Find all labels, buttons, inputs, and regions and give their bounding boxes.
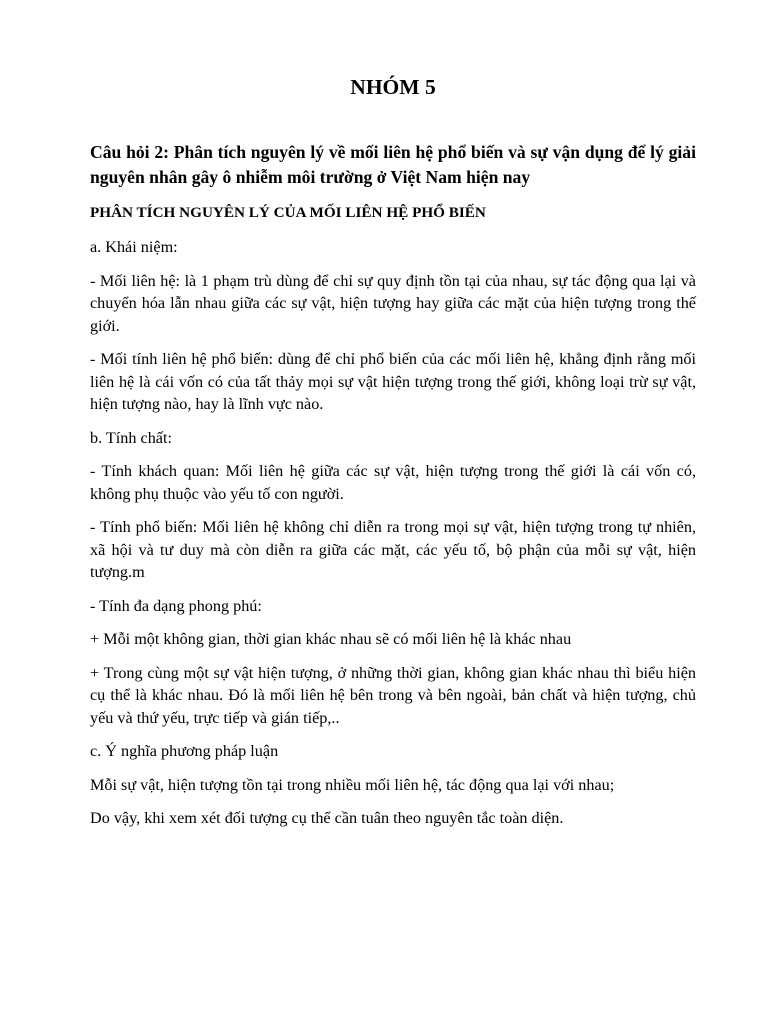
document-title: NHÓM 5 (350, 75, 436, 99)
question-heading: Câu hỏi 2: Phân tích nguyên lý về mối liên hệ phổ biến và sự vận dụng để lý giải nguyên nhân gây ô nhiễm môi trường ở Việt Nam hiện nay (90, 142, 696, 187)
paragraph-methodology-2: Do vậy, khi xem xét đối tượng cụ thể cần tuân theo nguyên tắc toàn diện. (90, 809, 564, 827)
paragraph-diversity-point-1: + Mỗi một không gian, thời gian khác nhau sẽ có mối liên hệ là khác nhau (90, 630, 572, 648)
paragraph-diversity-point-2: + Trong cùng một sự vật hiện tượng, ở những thời gian, không gian khác nhau thì biểu hiện cụ thể là khác nhau. Đó là mối liên hệ bên trong và bên ngoài, bản chất và hiện tượng, chủ yếu và thứ yếu, trực tiếp và gián tiếp,.. (90, 663, 696, 727)
paragraph-relation-definition: - Mối liên hệ: là 1 phạm trù dùng để chỉ sự quy định tồn tại của nhau, sự tác động qua lại và chuyển hóa lẫn nhau giữa các sự vật, hiện tượng hay giữa các mặt của hiện tượng trong thế giới. (90, 271, 696, 335)
subheading-properties: b. Tính chất: (90, 428, 172, 447)
subheading-methodology: c. Ý nghĩa phương pháp luận (90, 742, 279, 760)
document-page (90, 60, 696, 841)
paragraph-universal-relation: - Mối tính liên hệ phổ biến: dùng để chỉ phổ biến của các mối liên hệ, khẳng định rằng mối liên hệ là cái vốn có của tất thảy mọi sự vật hiện tượng trong thế giới, không loại trừ sự vật, hiện tượng nào, hay là lĩnh vực nào. (90, 350, 696, 413)
paragraph-methodology-1: Mỗi sự vật, hiện tượng tồn tại trong nhiều mối liên hệ, tác động qua lại với nhau; (90, 775, 615, 794)
paragraph-objectivity: - Tính khách quan: Mối liên hệ giữa các sự vật, hiện tượng trong thế giới là cái vốn có, không phụ thuộc vào yếu tố con người. (90, 462, 696, 503)
paragraph-diversity: - Tính đa dạng phong phú: (90, 596, 262, 615)
paragraph-universality: - Tính phổ biến: Mối liên hệ không chỉ diễn ra trong mọi sự vật, hiện tượng trong tự nhiên, xã hội và tư duy mà còn diễn ra giữa các mặt, các yếu tố, bộ phận của mỗi sự vật, hiện tượng.m (90, 518, 696, 581)
section-heading: PHÂN TÍCH NGUYÊN LÝ CỦA MỐI LIÊN HỆ PHỔ BIẾN (90, 204, 486, 221)
subheading-concept: a. Khái niệm: (90, 238, 178, 256)
